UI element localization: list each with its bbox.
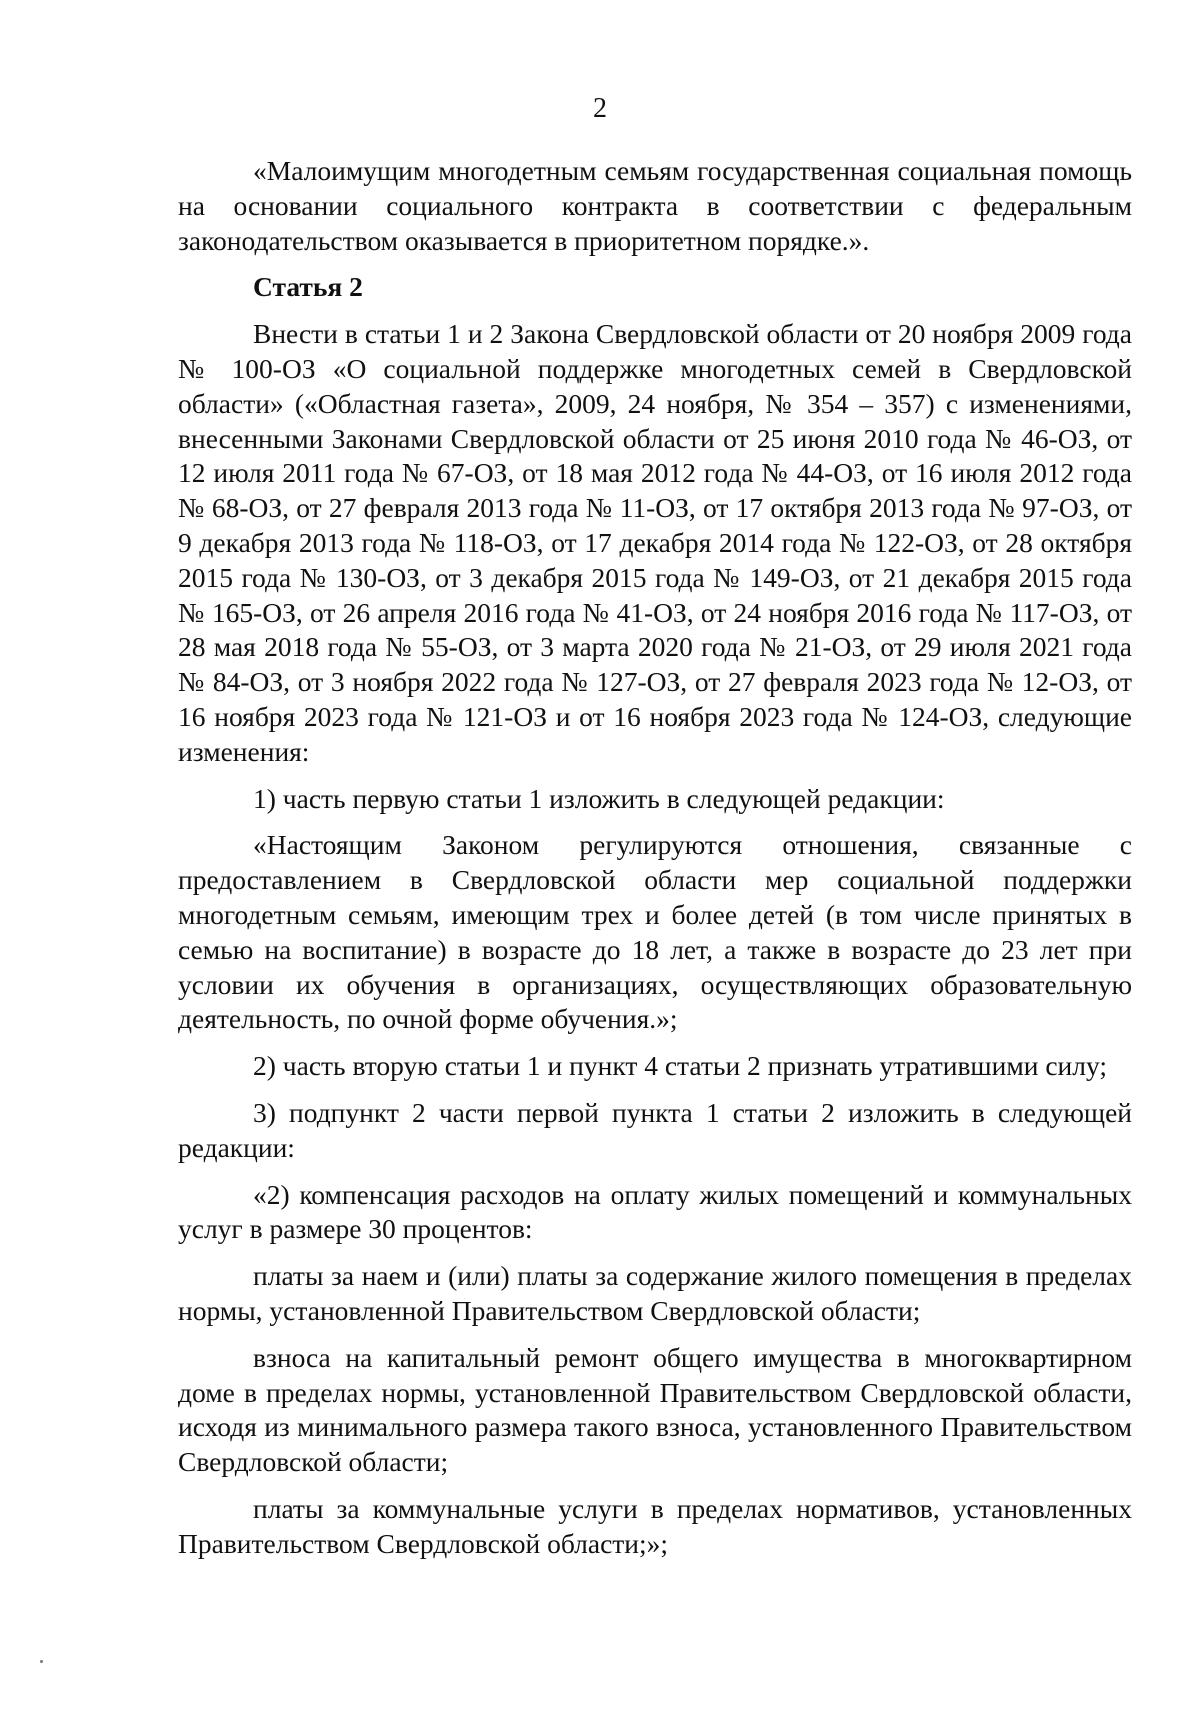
scan-artifact-dot — [40, 1660, 43, 1663]
paragraph-capital-repair: взноса на капитальный ремонт общего имущества в многоквартирном доме в пределах нормы, установленной Правительством Свердловской области, исходя из минимального размера такого взноса, установленного Правительством Свердловской области; — [178, 1341, 1132, 1478]
paragraph-item-1: 1) часть первую статьи 1 изложить в следующей редакции: — [253, 782, 945, 814]
article-heading: Статья 2 — [253, 271, 363, 303]
paragraph-amendments-intro: Внести в статьи 1 и 2 Закона Свердловской области от 20 ноября 2009 года № 100-ОЗ «О социальной поддержке многодетных семей в Свердловской области» («Областная газета», 2009, 24 ноября, № 354 – 357) с изменениями, внесенными Законами Свердловской области от 25 июня 2010 года № 46-ОЗ, от 12 июля 2011 года № 67-ОЗ, от 18 мая 2012 года № 44-ОЗ, от 16 июля 2012 года № 68-ОЗ, от 27 февраля 2013 года № 11-ОЗ, от 17 октября 2013 года № 97-ОЗ, от 9 декабря 2013 года № 118-ОЗ, от 17 декабря 2014 года № 122-ОЗ, от 28 октября 2015 года № 130-ОЗ, от 3 декабря 2015 года № 149-ОЗ, от 21 декабря 2015 года № 165-ОЗ, от 26 апреля 2016 года № 41-ОЗ, от 24 ноября 2016 года № 117-ОЗ, от 28 мая 2018 года № 55-ОЗ, от 3 марта 2020 года № 21-ОЗ, от 29 июля 2021 года № 84-ОЗ, от 3 ноября 2022 года № 127-ОЗ, от 27 февраля 2023 года № 12-ОЗ, от 16 ноября 2023 года № 121-ОЗ и от 16 ноября 2023 года № 124-ОЗ, следующие изменения: — [178, 318, 1132, 767]
paragraph-item-3: 3) подпункт 2 части первой пункта 1 статьи 2 изложить в следующей редакции: — [178, 1096, 1132, 1163]
paragraph-quote-law-scope: «Настоящим Законом регулируются отношения, связанные с предоставлением в Свердловской области мер социальной поддержки многодетным семьям, имеющим трех и более детей (в том числе принятых в семью на воспитание) в возрасте до 18 лет, а также в возрасте до 23 лет при условии их обучения в организациях, осуществляющих образовательную деятельность, по очной форме обучения.»; — [178, 829, 1132, 1035]
paragraph-quote-compensation: «2) компенсация расходов на оплату жилых помещений и коммунальных услуг в размере 30 процентов: — [178, 1178, 1132, 1245]
paragraph-rent-payment: платы за наем и (или) платы за содержание жилого помещения в пределах нормы, установленной Правительством Свердловской области; — [178, 1260, 1132, 1326]
document-body — [178, 154, 1132, 1573]
paragraph-utilities: платы за коммунальные услуги в пределах нормативов, установленных Правительством Свердловской области;»; — [178, 1492, 1132, 1559]
page-number: 2 — [593, 93, 607, 124]
paragraph-quote-poor-families: «Малоимущим многодетным семьям государственная социальная помощь на основании социального контракта в соответствии с федеральным законодательством оказывается в приоритетном порядке.». — [178, 155, 1132, 256]
paragraph-item-2: 2) часть вторую статьи 1 и пункт 4 статьи 2 признать утратившими силу; — [253, 1050, 1107, 1082]
